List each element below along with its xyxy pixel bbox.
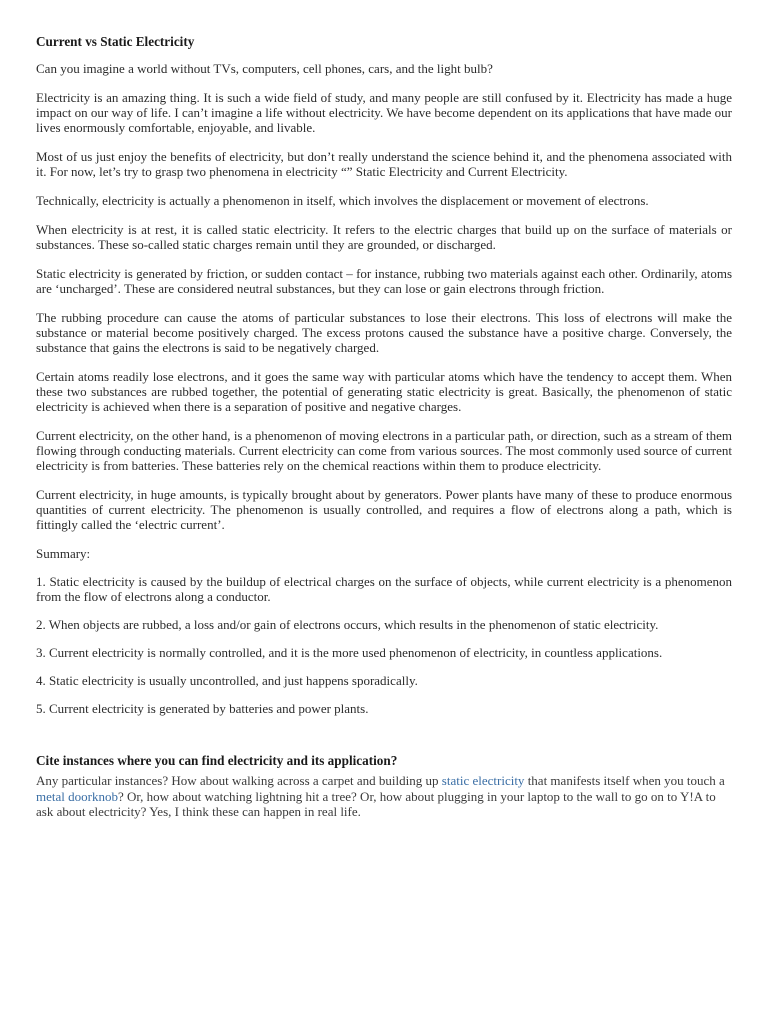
static-electricity-link[interactable]: static electricity bbox=[441, 773, 525, 788]
summary-item: 3. Current electricity is normally controlled, and it is the more used phenomenon of electricity, in countless applications. bbox=[36, 645, 663, 660]
paragraph-text: that manifests itself when you touch a bbox=[524, 773, 725, 788]
summary-item: 1. Static electricity is caused by the buildup of electrical charges on the surface of objects, while current electricity is a phenomenon from the flow of electrons along a conductor. bbox=[36, 574, 732, 604]
summary-item: 2. When objects are rubbed, a loss and/or gain of electrons occurs, which results in the phenomenon of static electricity. bbox=[36, 617, 659, 632]
applications-section bbox=[36, 753, 732, 820]
paragraph: Electricity is an amazing thing. It is such a wide field of study, and many people are still confused by it. Electricity has made a huge impact on our way of life. I can’t imagine a life without electricity. We have become dependent on its applications that have made our lives enormously comfortable, enjoyable, and livable. bbox=[36, 90, 732, 135]
section-heading: Cite instances where you can find electricity and its application? bbox=[36, 753, 398, 768]
paragraph: Technically, electricity is actually a phenomenon in itself, which involves the displacement or movement of electrons. bbox=[36, 193, 649, 208]
paragraph-text: ? Or, how about watching lightning hit a tree? Or, how about plugging in your laptop to the wall to go on to Y!A to ask about electricity? Yes, I think these can happen in real life. bbox=[36, 788, 716, 819]
paragraph: The rubbing procedure can cause the atoms of particular substances to lose their electrons. This loss of electrons will make the substance or material become positively charged. The excess protons caused the substance have a positive charge. Conversely, the substance that gains the electrons is said to be negatively charged. bbox=[36, 310, 732, 355]
paragraph: Current electricity, on the other hand, is a phenomenon of moving electrons in a particular path, or direction, such as a stream of them flowing through conducting materials. Current electricity can come from various sources. The most commonly used source of current electricity is from batteries. These batteries rely on the chemical reactions within them to produce electricity. bbox=[36, 428, 732, 473]
paragraph: Most of us just enjoy the benefits of electricity, but don’t really understand the science behind it, and the phenomena associated with it. For now, let’s try to grasp two phenomena in electricity “” Static Electricity and Current Electricity. bbox=[36, 149, 732, 179]
paragraph: Can you imagine a world without TVs, computers, cell phones, cars, and the light bulb? bbox=[36, 61, 493, 76]
summary-item: 4. Static electricity is usually uncontrolled, and just happens sporadically. bbox=[36, 673, 418, 688]
summary-item: 5. Current electricity is generated by batteries and power plants. bbox=[36, 701, 369, 716]
document-title: Current vs Static Electricity bbox=[36, 34, 195, 49]
paragraph: Certain atoms readily lose electrons, and it goes the same way with particular atoms which have the tendency to accept them. When these two substances are rubbed together, the potential of generating static electricity is great. Basically, the phenomenon of static electricity is achieved when there is a separation of positive and negative charges. bbox=[36, 369, 732, 414]
metal-doorknob-link[interactable]: metal doorknob bbox=[36, 788, 118, 804]
summary-heading: Summary: bbox=[36, 546, 91, 561]
applications-paragraph bbox=[36, 773, 732, 820]
paragraph: When electricity is at rest, it is called static electricity. It refers to the electric charges that build up on the surface of materials or substances. These so-called static charges remain until they are grounded, or discharged. bbox=[36, 222, 732, 252]
paragraph: Static electricity is generated by friction, or sudden contact – for instance, rubbing two materials against each other. Ordinarily, atoms are ‘uncharged’. These are considered neutral substances, but they can lose or gain electrons through friction. bbox=[36, 266, 732, 296]
paragraph-text: Any particular instances? How about walking across a carpet and building up bbox=[36, 773, 442, 788]
paragraph: Current electricity, in huge amounts, is typically brought about by generators. Power plants have many of these to produce enormous quantities of current electricity. The phenomenon is usually controlled, and requires a flow of electrons along a path, which is fittingly called the ‘electric current’. bbox=[36, 487, 732, 532]
